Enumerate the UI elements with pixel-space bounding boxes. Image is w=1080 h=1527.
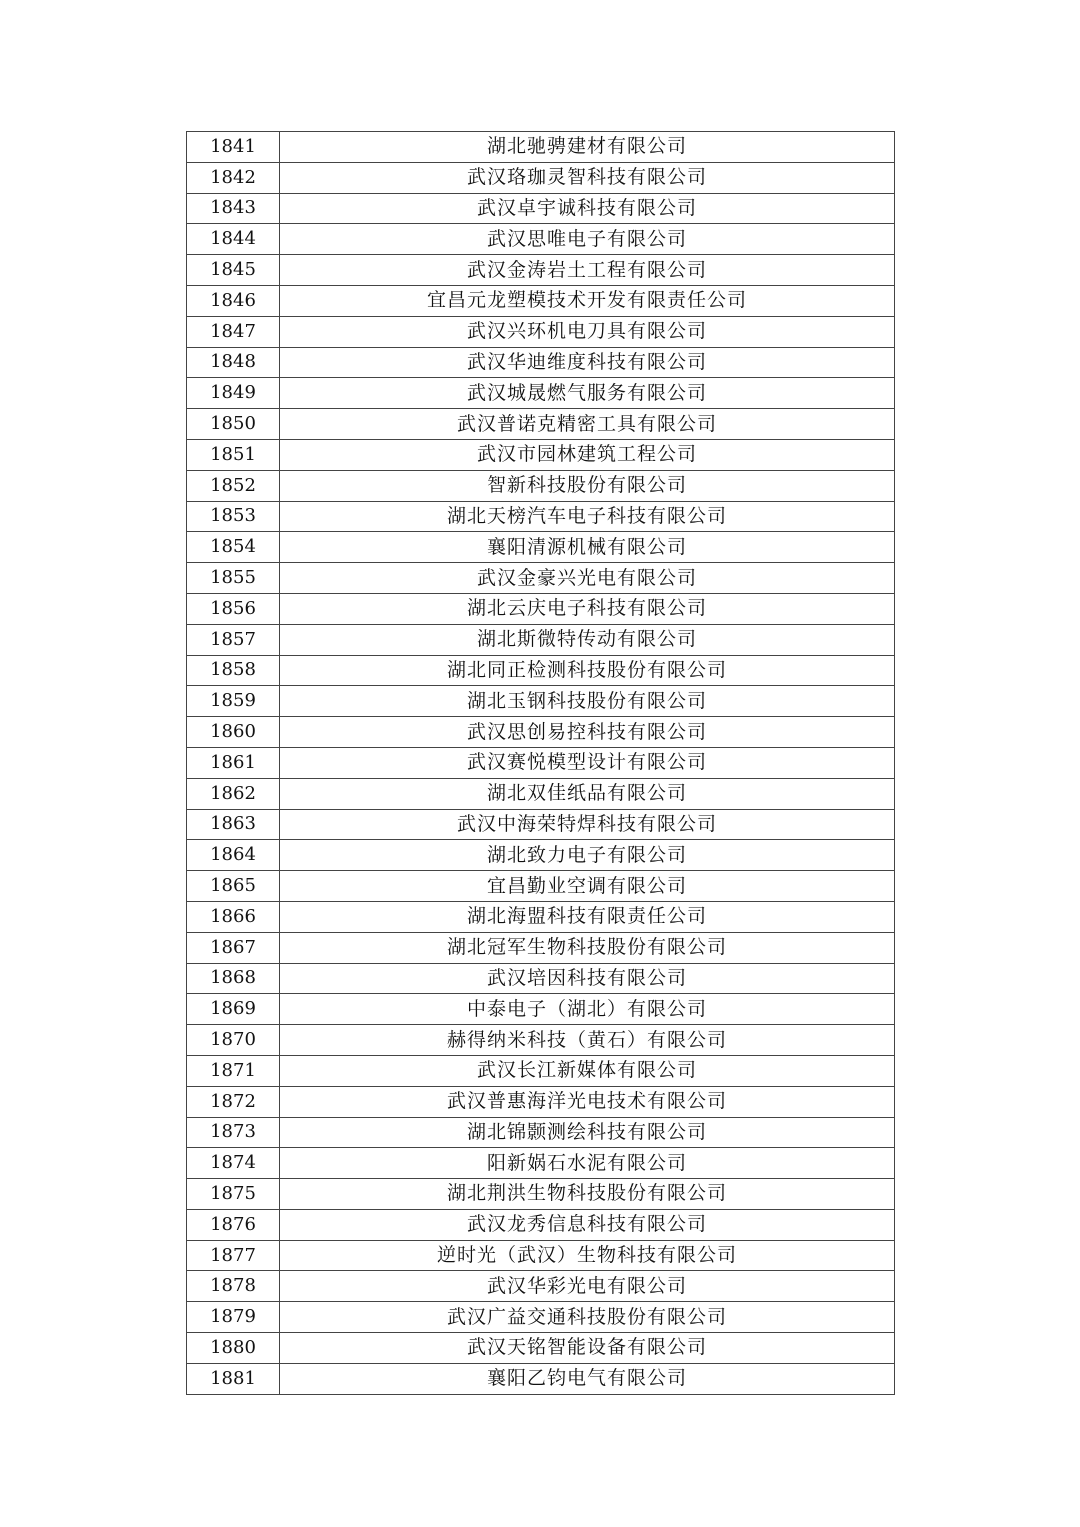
table-row bbox=[187, 1117, 895, 1148]
row-number-cell: 1861 bbox=[187, 747, 280, 778]
table-row bbox=[187, 501, 895, 532]
table-row bbox=[187, 932, 895, 963]
table-row bbox=[187, 193, 895, 224]
table-row bbox=[187, 255, 895, 286]
table-row bbox=[187, 132, 895, 163]
table-row bbox=[187, 778, 895, 809]
row-number-cell: 1842 bbox=[187, 162, 280, 193]
table-row bbox=[187, 224, 895, 255]
table-row bbox=[187, 378, 895, 409]
table-row bbox=[187, 1209, 895, 1240]
table-row bbox=[187, 1333, 895, 1364]
table-row bbox=[187, 840, 895, 871]
row-number-cell: 1852 bbox=[187, 470, 280, 501]
company-name-cell: 逆时光（武汉）生物科技有限公司 bbox=[280, 1240, 895, 1271]
table-row bbox=[187, 717, 895, 748]
row-number-cell: 1881 bbox=[187, 1363, 280, 1394]
row-number-cell: 1857 bbox=[187, 624, 280, 655]
row-number-cell: 1862 bbox=[187, 778, 280, 809]
company-name-cell: 武汉龙秀信息科技有限公司 bbox=[280, 1209, 895, 1240]
row-number-cell: 1851 bbox=[187, 439, 280, 470]
row-number-cell: 1846 bbox=[187, 285, 280, 316]
table-row bbox=[187, 1363, 895, 1394]
table-row bbox=[187, 532, 895, 563]
company-name-cell: 武汉金豪兴光电有限公司 bbox=[280, 563, 895, 594]
row-number-cell: 1866 bbox=[187, 901, 280, 932]
company-name-cell: 武汉思唯电子有限公司 bbox=[280, 224, 895, 255]
company-name-cell: 武汉中海荣特焊科技有限公司 bbox=[280, 809, 895, 840]
company-name-cell: 武汉华彩光电有限公司 bbox=[280, 1271, 895, 1302]
table-row bbox=[187, 871, 895, 902]
row-number-cell: 1863 bbox=[187, 809, 280, 840]
table-row bbox=[187, 316, 895, 347]
row-number-cell: 1849 bbox=[187, 378, 280, 409]
row-number-cell: 1877 bbox=[187, 1240, 280, 1271]
table-row bbox=[187, 409, 895, 440]
company-name-cell: 武汉兴环机电刀具有限公司 bbox=[280, 316, 895, 347]
row-number-cell: 1878 bbox=[187, 1271, 280, 1302]
row-number-cell: 1853 bbox=[187, 501, 280, 532]
table-row bbox=[187, 470, 895, 501]
company-name-cell: 湖北玉钢科技股份有限公司 bbox=[280, 686, 895, 717]
table-row bbox=[187, 593, 895, 624]
table-body bbox=[187, 132, 895, 1395]
company-name-cell: 阳新娲石水泥有限公司 bbox=[280, 1148, 895, 1179]
company-name-cell: 中泰电子（湖北）有限公司 bbox=[280, 994, 895, 1025]
company-name-cell: 武汉普惠海洋光电技术有限公司 bbox=[280, 1086, 895, 1117]
company-name-cell: 赫得纳米科技（黄石）有限公司 bbox=[280, 1025, 895, 1056]
company-name-cell: 武汉广益交通科技股份有限公司 bbox=[280, 1302, 895, 1333]
row-number-cell: 1856 bbox=[187, 593, 280, 624]
row-number-cell: 1880 bbox=[187, 1333, 280, 1364]
row-number-cell: 1841 bbox=[187, 132, 280, 163]
table-row bbox=[187, 1302, 895, 1333]
company-name-cell: 湖北双佳纸品有限公司 bbox=[280, 778, 895, 809]
row-number-cell: 1847 bbox=[187, 316, 280, 347]
row-number-cell: 1869 bbox=[187, 994, 280, 1025]
company-name-cell: 武汉城晟燃气服务有限公司 bbox=[280, 378, 895, 409]
company-name-cell: 湖北致力电子有限公司 bbox=[280, 840, 895, 871]
row-number-cell: 1875 bbox=[187, 1179, 280, 1210]
table-row bbox=[187, 809, 895, 840]
company-name-cell: 湖北云庆电子科技有限公司 bbox=[280, 593, 895, 624]
company-name-cell: 湖北荆洪生物科技股份有限公司 bbox=[280, 1179, 895, 1210]
table-row bbox=[187, 901, 895, 932]
table-row bbox=[187, 439, 895, 470]
company-name-cell: 武汉金涛岩土工程有限公司 bbox=[280, 255, 895, 286]
table-row bbox=[187, 563, 895, 594]
company-name-cell: 襄阳清源机械有限公司 bbox=[280, 532, 895, 563]
table-row bbox=[187, 1086, 895, 1117]
table-row bbox=[187, 686, 895, 717]
row-number-cell: 1873 bbox=[187, 1117, 280, 1148]
company-name-cell: 武汉卓宇诚科技有限公司 bbox=[280, 193, 895, 224]
row-number-cell: 1858 bbox=[187, 655, 280, 686]
company-list-table bbox=[186, 131, 895, 1395]
table-row bbox=[187, 963, 895, 994]
table-row bbox=[187, 285, 895, 316]
row-number-cell: 1879 bbox=[187, 1302, 280, 1333]
company-name-cell: 武汉培因科技有限公司 bbox=[280, 963, 895, 994]
table-row bbox=[187, 347, 895, 378]
table-row bbox=[187, 162, 895, 193]
row-number-cell: 1843 bbox=[187, 193, 280, 224]
company-name-cell: 宜昌元龙塑模技术开发有限责任公司 bbox=[280, 285, 895, 316]
row-number-cell: 1874 bbox=[187, 1148, 280, 1179]
company-name-cell: 湖北冠军生物科技股份有限公司 bbox=[280, 932, 895, 963]
row-number-cell: 1855 bbox=[187, 563, 280, 594]
row-number-cell: 1860 bbox=[187, 717, 280, 748]
company-name-cell: 武汉思创易控科技有限公司 bbox=[280, 717, 895, 748]
table-row bbox=[187, 994, 895, 1025]
table-row bbox=[187, 747, 895, 778]
row-number-cell: 1865 bbox=[187, 871, 280, 902]
table-row bbox=[187, 1148, 895, 1179]
row-number-cell: 1845 bbox=[187, 255, 280, 286]
table-row bbox=[187, 655, 895, 686]
table-row bbox=[187, 1179, 895, 1210]
company-name-cell: 宜昌勤业空调有限公司 bbox=[280, 871, 895, 902]
table-row bbox=[187, 1025, 895, 1056]
company-name-cell: 武汉普诺克精密工具有限公司 bbox=[280, 409, 895, 440]
row-number-cell: 1848 bbox=[187, 347, 280, 378]
row-number-cell: 1850 bbox=[187, 409, 280, 440]
company-name-cell: 襄阳乙钧电气有限公司 bbox=[280, 1363, 895, 1394]
company-name-cell: 武汉天铭智能设备有限公司 bbox=[280, 1333, 895, 1364]
row-number-cell: 1870 bbox=[187, 1025, 280, 1056]
table-row bbox=[187, 624, 895, 655]
row-number-cell: 1868 bbox=[187, 963, 280, 994]
company-name-cell: 湖北天榜汽车电子科技有限公司 bbox=[280, 501, 895, 532]
row-number-cell: 1844 bbox=[187, 224, 280, 255]
row-number-cell: 1854 bbox=[187, 532, 280, 563]
company-name-cell: 武汉华迪维度科技有限公司 bbox=[280, 347, 895, 378]
row-number-cell: 1872 bbox=[187, 1086, 280, 1117]
table-row bbox=[187, 1240, 895, 1271]
company-name-cell: 武汉长江新媒体有限公司 bbox=[280, 1055, 895, 1086]
company-name-cell: 智新科技股份有限公司 bbox=[280, 470, 895, 501]
company-name-cell: 湖北锦颢测绘科技有限公司 bbox=[280, 1117, 895, 1148]
row-number-cell: 1876 bbox=[187, 1209, 280, 1240]
table-row bbox=[187, 1271, 895, 1302]
company-name-cell: 武汉赛悦模型设计有限公司 bbox=[280, 747, 895, 778]
row-number-cell: 1859 bbox=[187, 686, 280, 717]
company-name-cell: 湖北斯微特传动有限公司 bbox=[280, 624, 895, 655]
row-number-cell: 1867 bbox=[187, 932, 280, 963]
row-number-cell: 1871 bbox=[187, 1055, 280, 1086]
company-name-cell: 湖北同正检测科技股份有限公司 bbox=[280, 655, 895, 686]
company-name-cell: 武汉珞珈灵智科技有限公司 bbox=[280, 162, 895, 193]
company-name-cell: 武汉市园林建筑工程公司 bbox=[280, 439, 895, 470]
row-number-cell: 1864 bbox=[187, 840, 280, 871]
company-name-cell: 湖北驰骋建材有限公司 bbox=[280, 132, 895, 163]
table-row bbox=[187, 1055, 895, 1086]
company-name-cell: 湖北海盟科技有限责任公司 bbox=[280, 901, 895, 932]
